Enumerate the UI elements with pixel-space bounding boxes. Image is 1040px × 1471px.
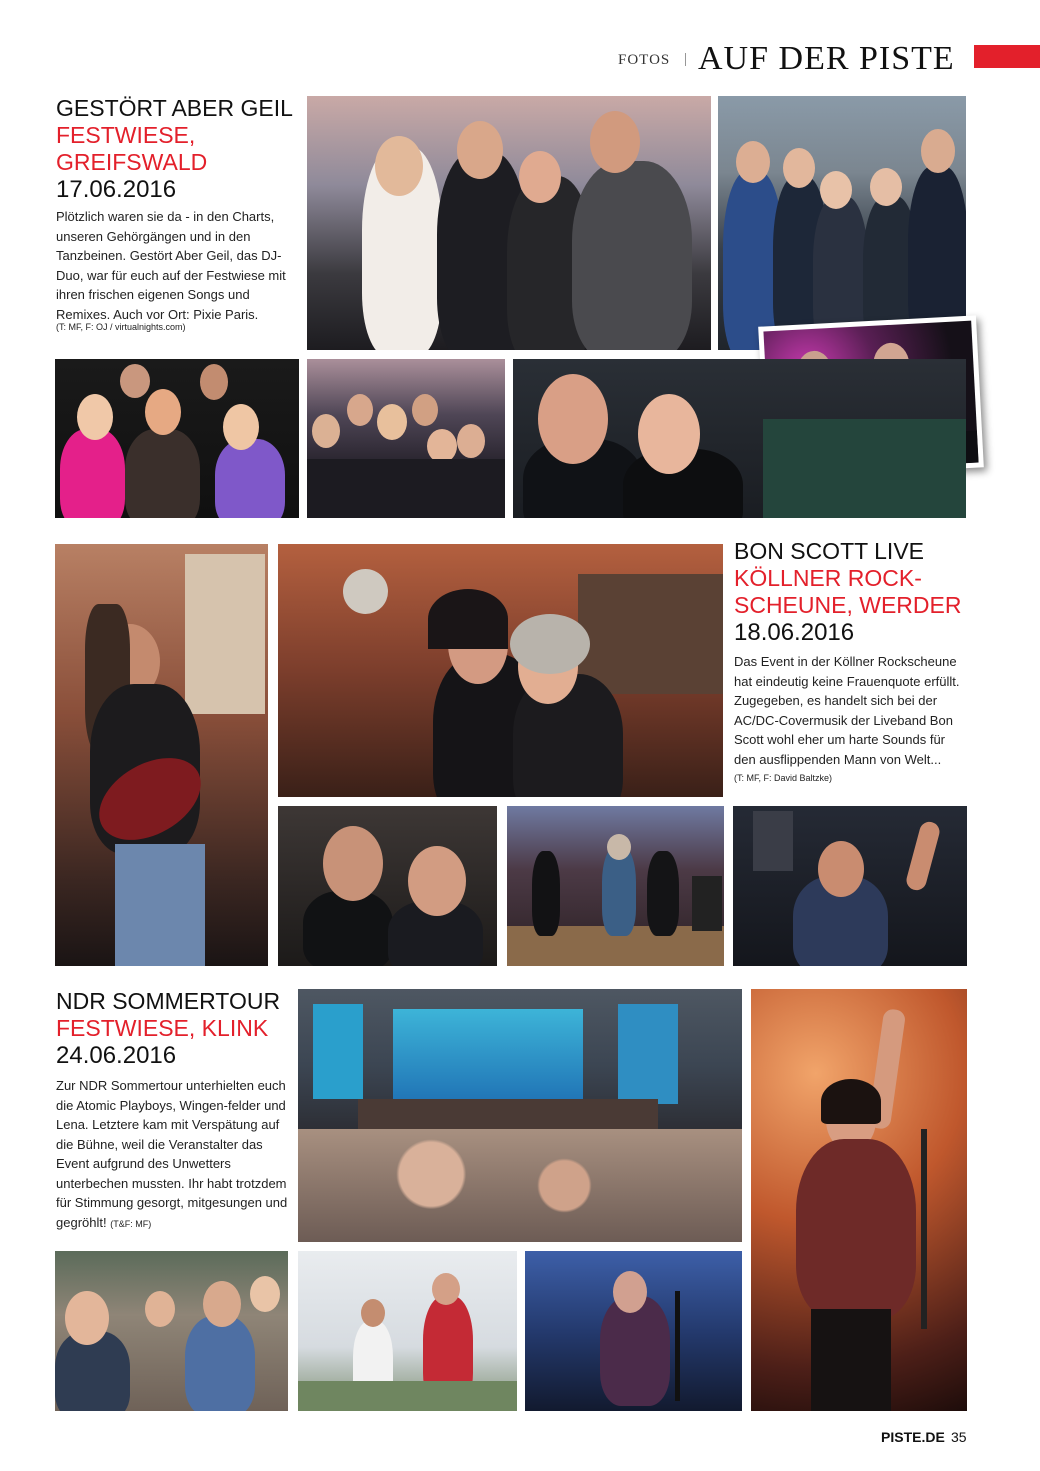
photo-klink-audience — [55, 1251, 288, 1411]
photo-werder-two-men — [278, 806, 497, 966]
photo-klink-lena — [751, 989, 967, 1411]
event-3-text — [56, 1076, 292, 1234]
photo-greifswald-group-1 — [307, 96, 711, 350]
header-title: AUF DER PISTE — [698, 40, 955, 77]
photo-werder-guitarist — [55, 544, 268, 966]
photo-greifswald-group-2 — [718, 96, 966, 350]
event-3-heading — [56, 988, 296, 1070]
footer-brand: PISTE.DE — [881, 1429, 945, 1445]
event-1-text: Plötzlich waren sie da - in den Charts, unseren Gehörgängen und in den Tanzbeinen. Gestört Aber Geil, das DJ-Duo, war für euch auf der Festwiese mit ihren frischen eigenen Songs und Remixes. Auch vor Ort: Pixie Paris. — [56, 209, 286, 322]
event-1-name: GESTÖRT ABER GEIL — [56, 95, 293, 121]
photo-greifswald-pixie-paris — [55, 359, 299, 518]
event-2-date: 18.06.2016 — [734, 619, 855, 646]
event-2-credit: (T: MF, F: David Baltzke) — [734, 773, 833, 783]
event-3-date: 24.06.2016 — [56, 1042, 177, 1069]
event-1-credit: (T: MF, F: OJ / virtualnights.com) — [56, 322, 186, 332]
photo-werder-fan-cheering — [733, 806, 967, 966]
header-separator: | — [684, 51, 688, 67]
header-accent-bar — [974, 45, 1040, 68]
event-2-venue: KÖLLNER ROCK- SCHEUNE, WERDER — [734, 565, 962, 618]
event-1-date: 17.06.2016 — [56, 176, 177, 203]
photo-klink-wingenfelder — [525, 1251, 742, 1411]
event-3-name: NDR SOMMERTOUR — [56, 988, 281, 1014]
photo-greifswald-crowd — [307, 359, 505, 518]
header-section-label: FOTOS — [618, 52, 671, 68]
event-2-text: Das Event in der Köllner Rockscheune hat eindeutig keine Frauenquote erfüllt. Zugegeben, es handelt sich bei der AC/DC-Covermusik der Liveband Bon Scott wohl eher um harte Sounds für den ausflippenden Mann von Welt... — [734, 654, 960, 767]
event-3-credit: (T&F: MF) — [110, 1218, 152, 1229]
event-3-body: Zur NDR Sommertour unterhielten euch die Atomic Playboys, Wingen-felder und Lena. Letztere kam mit Verspätung auf die Bühne, weil die Veranstalter das Event aufgrund des Unwetters unterbechen mussten. Ihr habt trotzdem für Stimmung gesorgt, mitgesungen und gegröhlt! — [56, 1078, 288, 1230]
photo-werder-band-stage — [507, 806, 724, 966]
footer-page-number: 35 — [951, 1429, 967, 1445]
event-1-heading — [56, 95, 296, 204]
photo-klink-atomic-playboys — [298, 1251, 517, 1411]
event-2-name: BON SCOTT LIVE — [734, 538, 925, 564]
event-1-venue: FESTWIESE, GREIFSWALD — [56, 122, 208, 175]
event-3-venue: FESTWIESE, KLINK — [56, 1015, 269, 1041]
event-2-heading — [734, 538, 974, 647]
photo-greifswald-couple — [513, 359, 966, 518]
photo-werder-fans-pointing — [278, 544, 723, 797]
photo-klink-stage-crowd — [298, 989, 742, 1242]
